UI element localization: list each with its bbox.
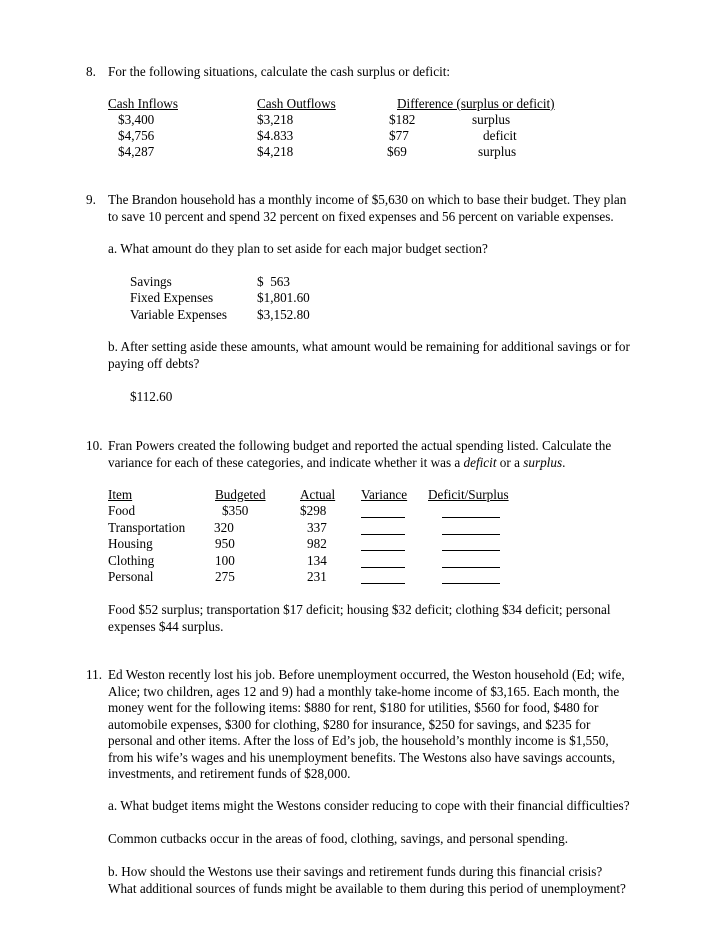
- q10-line2-end: .: [562, 454, 566, 470]
- q10-row1-budgeted: $350: [222, 503, 249, 518]
- q9-savings-amount: $ 563: [257, 274, 290, 289]
- q11-prompt-line: automobile expenses, $300 for clothing, $280 for insurance, $250 for savings, and $235 for: [108, 716, 591, 732]
- q10-row5-actual: 231: [307, 569, 327, 584]
- q10-prompt-line: Fran Powers created the following budget and reported the actual spending listed. Calculate the: [108, 438, 612, 453]
- q8-row2-diff: $77: [389, 128, 409, 143]
- q8-row1-inflow: $3,400: [118, 112, 155, 127]
- q11-part-b-line: b. How should the Westons use their savings and retirement funds during this financial crisis?: [108, 864, 603, 879]
- q10-row2-ds-blank: [442, 522, 500, 535]
- q9-fixed-amount: $1,801.60: [257, 290, 310, 305]
- q10-row3-actual: 982: [307, 536, 327, 551]
- q10-row3-variance-blank: [361, 538, 405, 551]
- q10-row4-budgeted: 100: [215, 553, 235, 568]
- q10-answer-line: Food $52 surplus; transportation $17 deficit; housing $32 deficit; clothing $34 deficit; personal: [108, 602, 611, 617]
- q10-row2-budgeted: 320: [214, 520, 234, 535]
- q11-prompt: [108, 667, 625, 783]
- q10-line2-mid: or a: [496, 454, 524, 470]
- q11-prompt-line: Alice; two children, ages 12 and 9) had a monthly take-home income of $3,165. Each month, the: [108, 683, 620, 699]
- q9-part-b-answer: $112.60: [130, 389, 173, 404]
- q10-prompt: [108, 438, 611, 471]
- q10-row5-variance-blank: [361, 571, 405, 584]
- q10-row2-variance-blank: [361, 522, 405, 535]
- q8-row2-inflow: $4,756: [118, 128, 155, 143]
- q10-row2-actual: 337: [307, 520, 327, 535]
- q9-part-a: a. What amount do they plan to set aside for each major budget section?: [108, 241, 488, 256]
- q8-header-inflows: Cash Inflows: [108, 96, 178, 111]
- q11-number: 11.: [86, 667, 102, 682]
- q11-prompt-line: Ed Weston recently lost his job. Before unemployment occurred, the Weston household (Ed; wife,: [108, 667, 625, 682]
- q10-answer-line: expenses $44 surplus.: [108, 618, 224, 634]
- q10-header-variance: Variance: [361, 487, 408, 502]
- q10-surplus-term: surplus: [523, 454, 563, 470]
- q8-row2-outflow: $4.833: [257, 128, 294, 143]
- q9-savings-label: Savings: [130, 274, 172, 289]
- q11-prompt-line: from his wife’s wages and his unemployment benefits. The Westons also have savings accounts,: [108, 749, 616, 765]
- q8-header-difference: Difference (surplus or deficit): [397, 96, 555, 111]
- q9-prompt: [108, 192, 626, 225]
- q9-part-b-line: paying off debts?: [108, 355, 200, 371]
- q10-header-budgeted: Budgeted: [215, 487, 266, 502]
- q10-row4-variance-blank: [361, 555, 405, 568]
- q10-row3-ds-blank: [442, 538, 500, 551]
- q9-prompt-line: to save 10 percent and spend 32 percent on fixed expenses and 56 percent on variable expenses.: [108, 208, 614, 224]
- q11-part-b-line: What additional sources of funds might be available to them during this period of unemployment?: [108, 880, 626, 896]
- q10-row5-item: Personal: [108, 569, 154, 584]
- q9-prompt-line: The Brandon household has a monthly income of $5,630 on which to base their budget. They plan: [108, 192, 627, 207]
- q10-row2-item: Transportation: [108, 520, 186, 535]
- q8-row3-type: surplus: [478, 144, 517, 159]
- q10-answer: [108, 602, 611, 635]
- q8-row3-inflow: $4,287: [118, 144, 155, 159]
- q10-header-item: Item: [108, 487, 133, 502]
- q10-row4-ds-blank: [442, 555, 500, 568]
- q9-variable-amount: $3,152.80: [257, 307, 310, 322]
- q9-part-b: [108, 339, 630, 372]
- q10-row5-ds-blank: [442, 571, 500, 584]
- q10-row1-ds-blank: [442, 505, 500, 518]
- q9-number: 9.: [86, 192, 96, 207]
- q10-row3-budgeted: 950: [215, 536, 235, 551]
- q9-fixed-label: Fixed Expenses: [130, 290, 214, 305]
- q10-number: 10.: [86, 438, 103, 453]
- q10-header-deficit-surplus: Deficit/Surplus: [428, 487, 509, 502]
- q10-row3-item: Housing: [108, 536, 153, 551]
- q10-line2-pre: variance for each of these categories, and indicate whether it was a: [108, 454, 464, 470]
- q11-part-a: a. What budget items might the Westons consider reducing to cope with their financial difficulties?: [108, 798, 630, 813]
- q11-prompt-line: personal and other items. After the loss of Ed’s job, the household’s monthly income is $1,550,: [108, 733, 609, 748]
- q10-deficit-term: deficit: [463, 454, 497, 470]
- q8-row2-type: deficit: [483, 128, 517, 143]
- q10-row1-variance-blank: [361, 505, 405, 518]
- q10-row4-actual: 134: [307, 553, 327, 568]
- q8-row3-diff: $69: [387, 144, 407, 159]
- q11-prompt-line: investments, and retirement funds of $28,000.: [108, 766, 351, 781]
- q11-part-b: [108, 864, 626, 897]
- q8-prompt: For the following situations, calculate the cash surplus or deficit:: [108, 64, 451, 79]
- q11-part-a-answer: Common cutbacks occur in the areas of food, clothing, savings, and personal spending.: [108, 831, 568, 846]
- q10-row1-item: Food: [108, 503, 136, 518]
- q8-header-outflows: Cash Outflows: [257, 96, 336, 111]
- q9-variable-label: Variable Expenses: [130, 307, 228, 322]
- q9-part-b-line: b. After setting aside these amounts, what amount would be remaining for additional savings or for: [108, 339, 630, 354]
- q10-row5-budgeted: 275: [215, 569, 235, 584]
- q11-prompt-line: money went for the following items: $880 for rent, $180 for utilities, $560 for food, $480 for: [108, 700, 599, 715]
- q10-prompt-line: [108, 455, 611, 472]
- q8-row3-outflow: $4,218: [257, 144, 294, 159]
- q8-row1-diff: $182: [389, 112, 416, 127]
- q10-row1-actual: $298: [300, 503, 327, 518]
- q10-header-actual: Actual: [300, 487, 336, 502]
- q8-row1-type: surplus: [472, 112, 511, 127]
- q8-number: 8.: [86, 64, 96, 79]
- q8-row1-outflow: $3,218: [257, 112, 294, 127]
- q10-row4-item: Clothing: [108, 553, 155, 568]
